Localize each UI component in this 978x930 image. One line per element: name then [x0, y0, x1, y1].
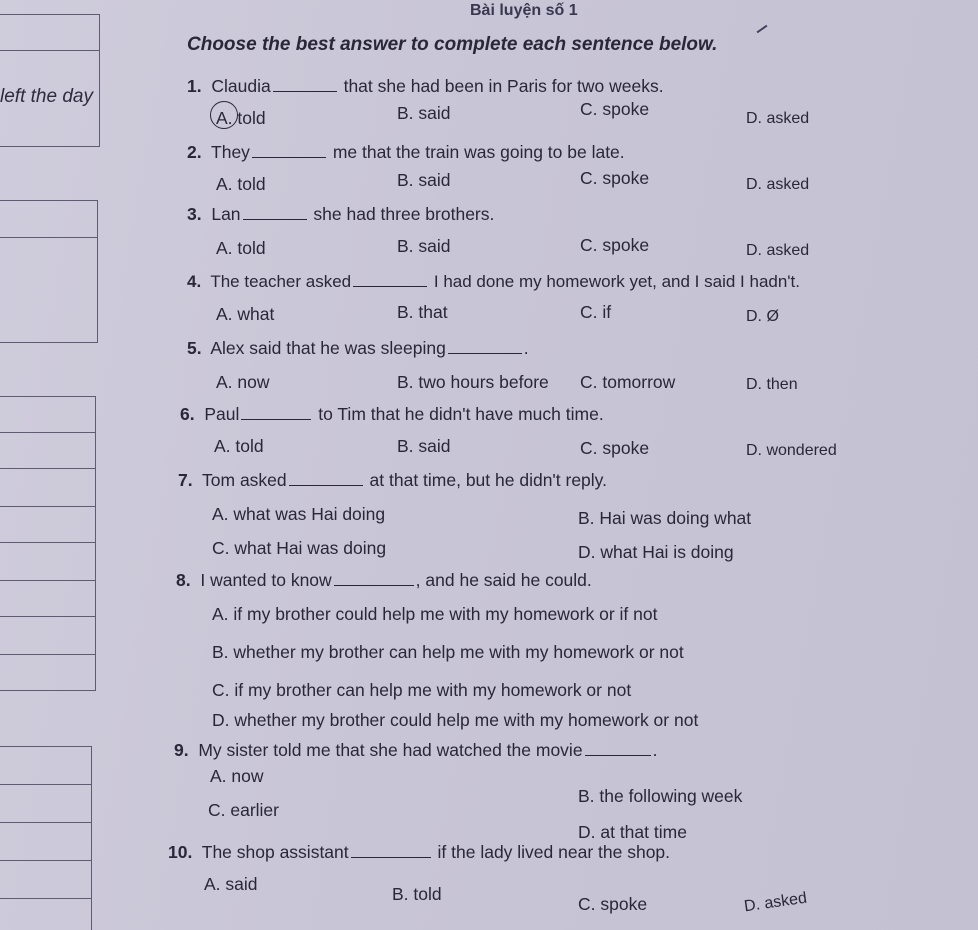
answer-blank [353, 272, 427, 287]
notebook-line [0, 432, 96, 433]
option-6d: D. wondered [746, 442, 837, 459]
option-9b: B. the following week [578, 786, 743, 806]
question-3: 3. Lan she had three brothers. [187, 204, 495, 224]
option-3b: B. said [397, 236, 451, 256]
option-9a: A. now [210, 766, 264, 786]
question-8: 8. I wanted to know , and he said he could. [176, 570, 592, 590]
notebook-line [0, 616, 96, 617]
option-5a: A. now [216, 372, 270, 392]
notebook-line [0, 396, 96, 397]
left-margin-text: left the day [0, 86, 93, 107]
option-2d: D. asked [746, 176, 810, 193]
option-8c: C. if my brother can help me with my homework or not [212, 680, 632, 700]
question-10: 10. The shop assistant if the lady lived near the shop. [168, 842, 671, 862]
notebook-line [0, 14, 100, 15]
notebook-line [0, 200, 98, 201]
option-10b: B. told [392, 884, 442, 904]
answer-blank [252, 143, 326, 158]
answer-blank [585, 741, 651, 756]
option-2b: B. said [397, 170, 451, 190]
option-8d: D. whether my brother could help me with my homework or not [212, 710, 699, 730]
notebook-line [0, 468, 96, 469]
option-3c: C. spoke [580, 235, 650, 255]
option-6a: A. told [214, 436, 264, 456]
notebook-border [91, 746, 92, 930]
answer-blank [243, 205, 307, 220]
question-9: 9. My sister told me that she had watched the movie . [174, 740, 658, 760]
option-5c: C. tomorrow [580, 372, 676, 392]
notebook-line [0, 50, 100, 51]
option-10a: A. said [204, 874, 258, 894]
pen-mark [757, 25, 768, 34]
notebook-line [0, 542, 96, 543]
option-2c: C. spoke [580, 168, 650, 188]
option-8a: A. if my brother could help me with my homework or if not [212, 604, 658, 624]
notebook-border [99, 14, 100, 146]
option-6c: C. spoke [580, 438, 650, 458]
notebook-line [0, 146, 100, 147]
instruction: Choose the best answer to complete each sentence below. [187, 34, 718, 55]
option-7a: A. what was Hai doing [212, 504, 386, 524]
option-1c: C. spoke [580, 99, 650, 119]
option-3d: D. asked [746, 242, 810, 259]
answer-blank [289, 471, 363, 486]
question-6: 6. Paul to Tim that he didn't have much time. [180, 404, 604, 424]
option-4b: B. that [397, 302, 448, 322]
option-1d: D. asked [746, 110, 810, 127]
notebook-line [0, 860, 92, 861]
notebook-line [0, 746, 92, 747]
option-4c: C. if [580, 302, 612, 322]
notebook-line [0, 654, 96, 655]
option-10d: D. asked [743, 889, 808, 916]
option-7c: C. what Hai was doing [212, 538, 387, 558]
answer-blank [334, 571, 414, 586]
option-9d: D. at that time [578, 822, 687, 842]
notebook-line [0, 822, 92, 823]
notebook-line [0, 342, 98, 343]
answer-blank [241, 405, 311, 420]
option-5d: D. then [746, 376, 798, 393]
option-4a: A. what [216, 304, 275, 324]
option-5b: B. two hours before [397, 372, 549, 392]
answer-blank [448, 339, 522, 354]
answer-blank [351, 843, 431, 858]
question-2: 2. They me that the train was going to be late. [187, 142, 625, 162]
question-4: 4. The teacher asked I had done my homework yet, and I said I hadn't. [187, 272, 800, 291]
notebook-line [0, 898, 92, 899]
notebook-line [0, 237, 98, 238]
option-6b: B. said [397, 436, 451, 456]
notebook-border [97, 200, 98, 342]
option-7d: D. what Hai is doing [578, 542, 734, 562]
option-1b: B. said [397, 103, 451, 123]
notebook-line [0, 784, 92, 785]
option-3a: A. told [216, 238, 266, 258]
question-7: 7. Tom asked at that time, but he didn't reply. [178, 470, 607, 490]
option-9c: C. earlier [208, 800, 279, 820]
question-5: 5. Alex said that he was sleeping . [187, 338, 529, 358]
option-7b: B. Hai was doing what [578, 508, 752, 528]
worksheet-header: Bài luyện số 1 [470, 2, 578, 19]
option-8b: B. whether my brother can help me with my homework or not [212, 642, 684, 662]
notebook-border [95, 396, 96, 690]
option-10c: C. spoke [578, 894, 648, 914]
answer-blank [273, 77, 337, 92]
notebook-line [0, 690, 96, 691]
option-2a: A. told [216, 174, 266, 194]
option-1a: A. told [216, 108, 266, 128]
option-4d: D. Ø [746, 308, 779, 325]
question-1: 1. Claudia that she had been in Paris for two weeks. [187, 76, 664, 96]
notebook-line [0, 506, 96, 507]
notebook-line [0, 580, 96, 581]
